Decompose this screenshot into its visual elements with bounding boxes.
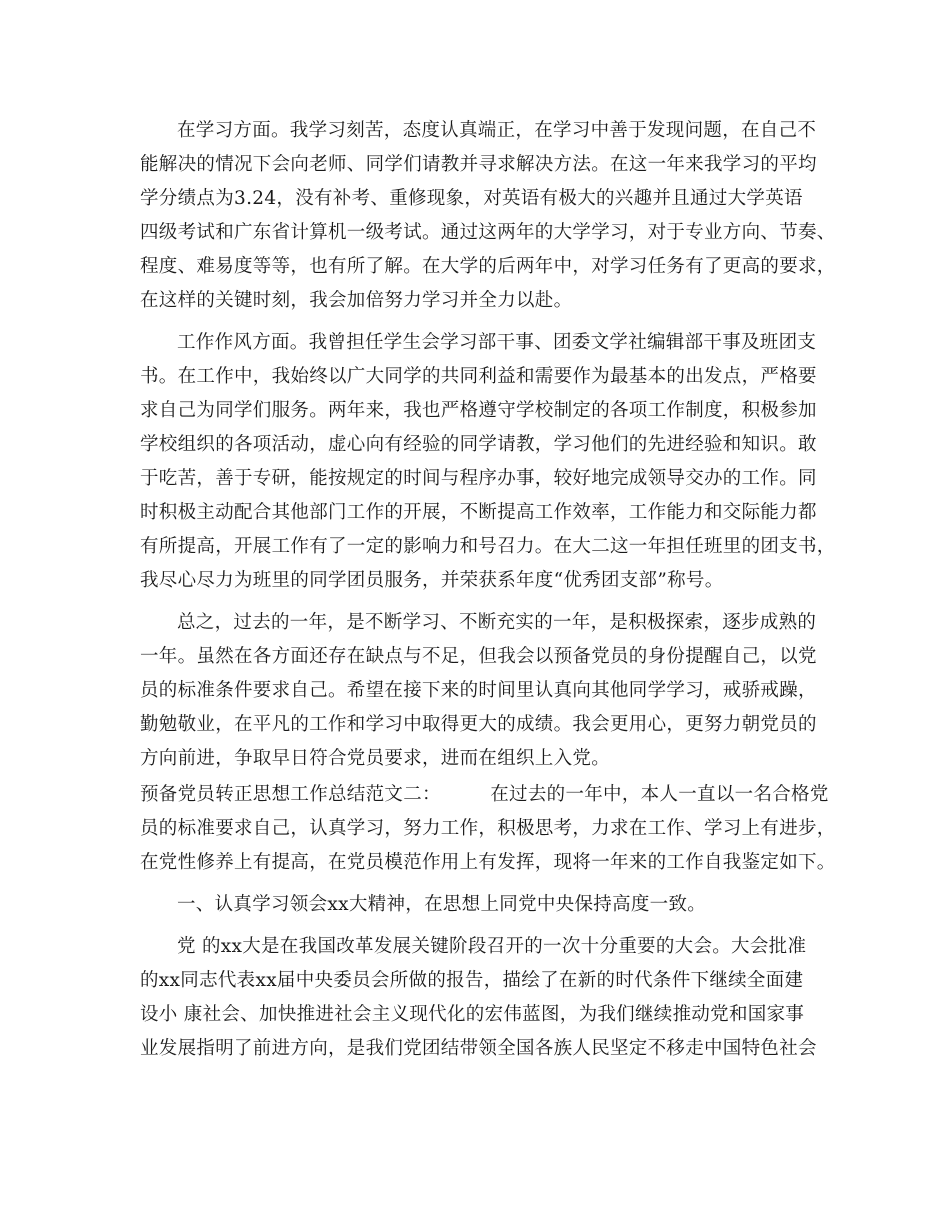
text-line: 书。在工作中，我始终以广大同学的共同利益和需要作为最基本的出发点，严格要 [140, 366, 817, 387]
text-line: 设小 康社会、加快推进社会主义现代化的宏伟蓝图，为我们继续推动党和国家事 [140, 1004, 805, 1025]
text-line: 求自己为同学们服务。两年来，我也严格遵守学校制定的各项工作制度，积极参加 [140, 400, 817, 421]
subheading-line: 一、认真学习领会xx大精神，在思想上同党中央保持高度一致。 [177, 894, 707, 915]
section-heading-line: 预备党员转正思想工作总结范文二： 在过去的一年中，本人一直以一名合格党 [140, 784, 829, 805]
text-line: 业发展指明了前进方向，是我们党团结带领全国各族人民坚定不移走中国特色社会 [140, 1038, 817, 1059]
text-line: 的xx同志代表xx届中央委员会所做的报告，描绘了在新的时代条件下继续全面建 [140, 970, 804, 991]
text-line: 党 的xx大是在我国改革发展关键阶段召开的一次十分重要的大会。大会批准 [177, 936, 807, 957]
text-line: 员的标准要求自己，认真学习，努力工作，积极思考，力求在工作、学习上有进步， [140, 818, 836, 839]
text-line: 在这样的关键时刻，我会加倍努力学习并全力以赴。 [140, 290, 573, 311]
text-line: 我尽心尽力为班里的同学团员服务，并荣获系年度“优秀团支部”称号。 [140, 570, 724, 591]
text-line: 学分绩点为3.24，没有补考、重修现象，对英语有极大的兴趣并且通过大学英语 [140, 188, 803, 209]
text-line: 总之，过去的一年，是不断学习、不断充实的一年，是积极探索，逐步成熟的 [177, 612, 817, 633]
text-line: 学校组织的各项活动，虚心向有经验的同学请教，学习他们的先进经验和知识。敢 [140, 434, 817, 455]
text-line: 时积极主动配合其他部门工作的开展，不断提高工作效率，工作能力和交际能力都 [140, 502, 817, 523]
text-line: 于吃苦，善于专研，能按规定的时间与程序办事，较好地完成领导交办的工作。同 [140, 468, 817, 489]
text-line: 勤勉敬业，在平凡的工作和学习中取得更大的成绩。我会更用心，更努力朝党员的 [140, 714, 817, 735]
text-line: 在学习方面。我学习刻苦，态度认真端正，在学习中善于发现问题，在自己不 [177, 120, 817, 141]
text-line: 程度、难易度等等，也有所了解。在大学的后两年中，对学习任务有了更高的要求， [140, 256, 836, 277]
text-line: 在党性修养上有提高，在党员模范作用上有发挥，现将一年来的工作自我鉴定如下。 [140, 852, 836, 873]
text-line: 员的标准条件要求自己。希望在接下来的时间里认真向其他同学学习，戒骄戒躁， [140, 680, 817, 701]
text-line: 方向前进，争取早日符合党员要求，进而在组织上入党。 [140, 748, 611, 769]
text-line: 有所提高，开展工作有了一定的影响力和号召力。在大二这一年担任班里的团支书， [140, 536, 836, 557]
text-line: 四级考试和广东省计算机一级考试。通过这两年的大学学习，对于专业方向、节奏、 [140, 222, 836, 243]
text-line: 一年。虽然在各方面还存在缺点与不足，但我会以预备党员的身份提醒自己，以党 [140, 646, 817, 667]
text-line: 工作作风方面。我曾担任学生会学习部干事、团委文学社编辑部干事及班团支 [177, 332, 817, 353]
text-line: 能解决的情况下会向老师、同学们请教并寻求解决方法。在这一年来我学习的平均 [140, 154, 817, 175]
